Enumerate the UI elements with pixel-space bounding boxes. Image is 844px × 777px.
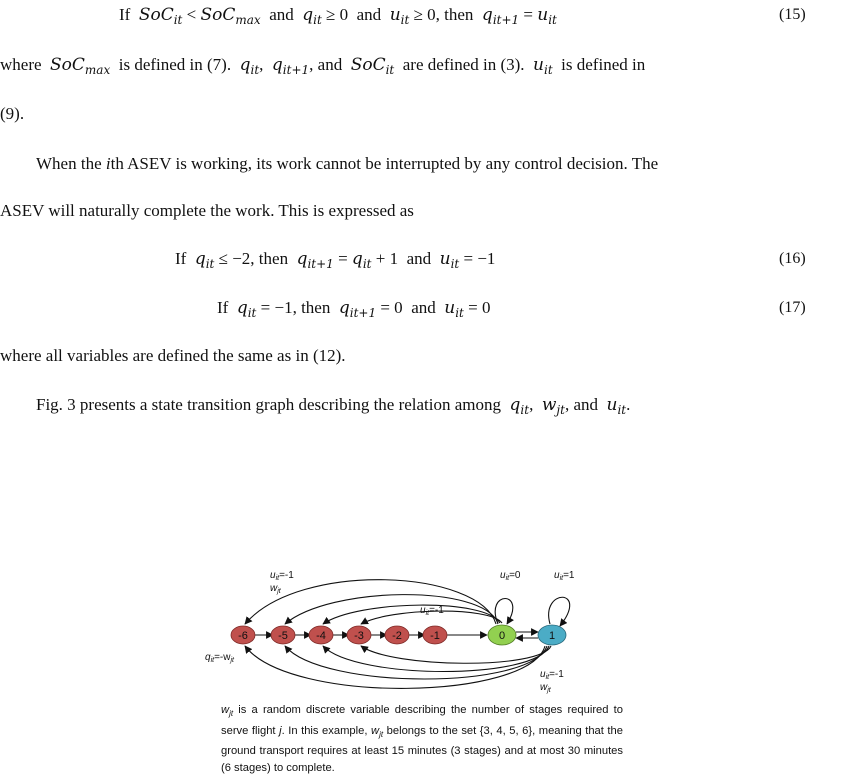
paragraph-1-line-1: where SoC$_{max}$ is defined in (7). $q_{it}$, $q_{it+1}$, and SoC$_{it}$ are defined in (3). $u_{it}$ is defined in [0, 55, 646, 77]
equation-16: If $q_{it} \le -2$, then $q_{it+1} = q_{it} + 1$ and $u_{it} = -1$ [175, 249, 496, 271]
state-transition-graph [190, 560, 630, 700]
paragraph-2-line-2: ASEV will naturally complete the work. This is expressed as [0, 201, 414, 220]
label-left-q: $q_{it}=-w_{jt}$ [205, 652, 234, 664]
state-node-n3 [347, 626, 371, 644]
state-label-n6: -6 [238, 630, 248, 642]
state-label-n2: -2 [392, 630, 402, 642]
state-node-1 [538, 625, 566, 645]
self-loop-1 [549, 597, 570, 626]
label-top-u: $u_{it}=-1$ [270, 570, 294, 582]
state-node-0 [488, 625, 516, 645]
state-label-n3: -3 [354, 630, 364, 642]
state-label-1: 1 [548, 630, 556, 642]
paragraph-2-line-1: When the ith ASEV is working, its work cannot be interrupted by any control decision. The [36, 154, 659, 173]
label-u-one: $u_{it}=1$ [554, 570, 575, 582]
label-u-zero: $u_{it}=0$ [500, 570, 521, 582]
equation-17: If $q_{it} = -1$, then $q_{it+1} = 0$ and $u_{it} = 0$ [217, 298, 491, 320]
state-label-n1: -1 [430, 630, 440, 642]
arc-0-to-n6 [245, 580, 496, 624]
state-label-n4: -4 [316, 630, 326, 642]
state-label-n5: -5 [278, 630, 288, 642]
label-bottom-u: $u_{it}=-1$ [540, 669, 564, 681]
paragraph-4: Fig. 3 presents a state transition graph describing the relation among $q_{it}$, $w_{jt}$, and $u_{it}$. [36, 395, 631, 417]
equation-16-number: (16) [779, 250, 806, 267]
state-node-n2 [385, 626, 409, 644]
label-top-w: $w_{jt}$ [270, 583, 281, 595]
equation-17-number: (17) [779, 299, 806, 316]
state-node-n6 [231, 626, 255, 644]
equation-15-number: (15) [779, 6, 806, 23]
equation-15: If SoC$_{it}$ < SoC$_{max}$ and $q_{it} \ge 0$ and $u_{it} \ge 0$, then $q_{it+1} = u_{it}$ [119, 5, 557, 27]
state-node-n1 [423, 626, 447, 644]
arc-0-to-n4 [323, 605, 500, 624]
state-node-n4 [309, 626, 333, 644]
label-mid-u: $u_{it}=-1$ [420, 605, 444, 617]
paragraph-1-line-2: (9). [0, 104, 25, 123]
state-label-0: 0 [498, 630, 506, 642]
figure-caption: $w_{jt}$ is a random discrete variable describing the number of stages required to serve flight j. In this example, $w_{jt}$ belongs to the set {3, 4, 5, 6}, meaning that the ground transport requires at least 15 minutes (3 stages) and at most 30 minutes (6 stages) to complete. [221, 704, 623, 774]
paragraph-3: where all variables are defined the same as in (12). [0, 346, 346, 365]
arc-0-to-n5 [285, 595, 498, 624]
state-nodes [231, 625, 566, 645]
arc-1-to-n3 [361, 646, 551, 663]
state-node-n5 [271, 626, 295, 644]
label-bottom-w: $w_{jt}$ [540, 682, 551, 694]
